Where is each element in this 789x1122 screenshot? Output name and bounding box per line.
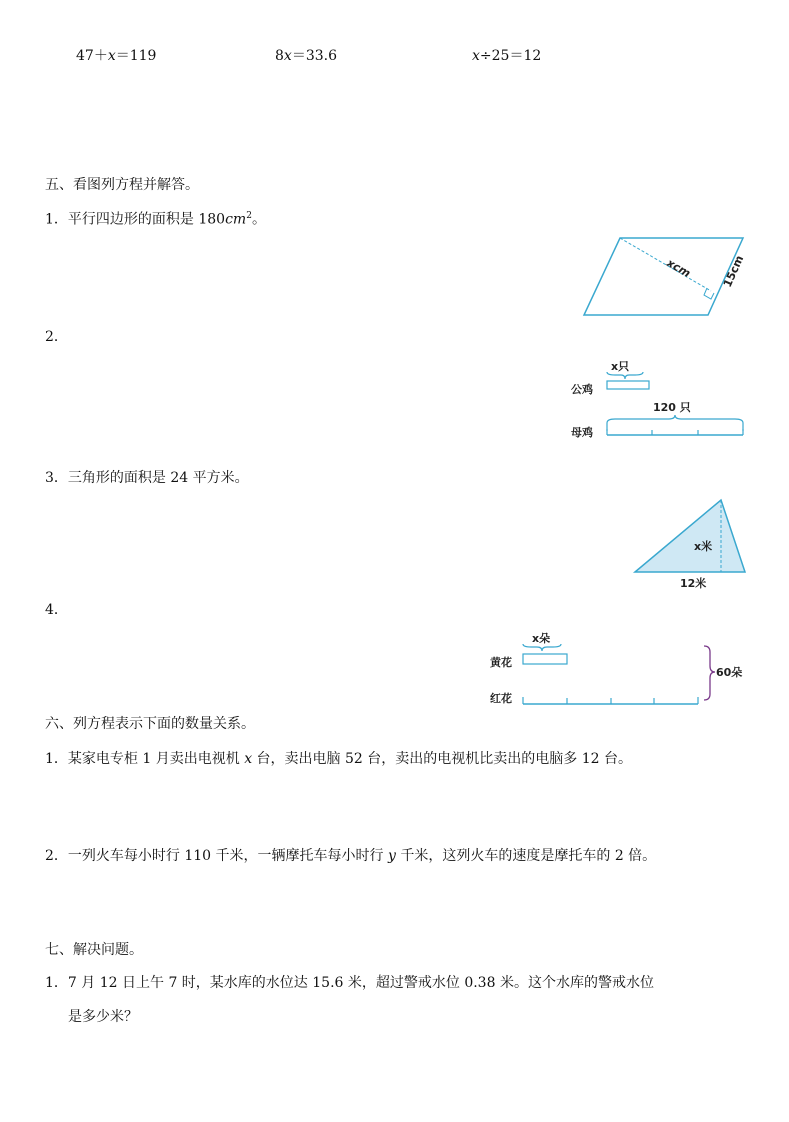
equation-3 — [472, 49, 541, 63]
s6q1-var: x — [244, 751, 253, 767]
section7-heading: 七、解决问题。 — [45, 942, 143, 958]
yellow-flower-label: x朵 — [532, 632, 551, 645]
triangle-base-label: 12米 — [680, 577, 707, 590]
s6q2-number: 2． — [45, 848, 68, 864]
flowers-total-label: 60朵 — [716, 666, 743, 679]
eq1-pre: 47＋ — [76, 48, 108, 64]
section7-q1-line2: 是多少米？ — [68, 1009, 138, 1025]
parallelogram-side-label: 15cm — [720, 253, 747, 290]
section6-q2 — [45, 849, 656, 863]
q1-end: 。 — [251, 211, 266, 228]
parallelogram-figure — [578, 232, 753, 322]
eq3-post: ÷25＝12 — [479, 48, 542, 64]
s6q2-post: 千米，这列火车的速度是摩托车的 2 倍。 — [395, 848, 657, 864]
triangle-height-label: x米 — [694, 540, 713, 553]
triangle-shape — [635, 500, 745, 572]
q3-number: 3． — [45, 470, 68, 486]
s7q1-line1: 7 月 12 日上午 7 时，某水库的水位达 15.6 米，超过警戒水位 0.38 米。这个水库的警戒水位 — [67, 975, 654, 991]
eq1-var: x — [107, 48, 116, 64]
eq3-var: x — [472, 48, 480, 64]
section5-q4: 4． — [45, 602, 68, 618]
s6q1-pre: 某家电专柜 1 月卖出电视机 — [67, 751, 245, 767]
triangle-figure — [630, 494, 755, 592]
s6q2-var: y — [388, 848, 396, 864]
hen-brace — [607, 415, 743, 431]
chickens-figure — [565, 355, 755, 445]
section5-q3 — [45, 471, 249, 485]
yellow-flower-name: 黄花 — [490, 656, 512, 669]
parallelogram-height-label: xcm — [664, 256, 693, 281]
q1-text: 平行四边形的面积是 180 — [67, 211, 226, 228]
s6q2-pre: 一列火车每小时行 110 千米，一辆摩托车每小时行 — [67, 848, 388, 864]
eq2-post: ＝33.6 — [291, 48, 337, 64]
q1-unit: cm — [225, 211, 247, 228]
eq2-pre: 8 — [275, 48, 284, 64]
equation-2 — [275, 49, 337, 63]
rooster-brace — [607, 372, 643, 379]
q1-number: 1． — [45, 211, 68, 228]
s6q1-post: 台，卖出电脑 52 台，卖出的电视机比卖出的电脑多 12 台。 — [252, 751, 632, 767]
s7q1-number: 1． — [45, 975, 68, 991]
section7-q1 — [45, 976, 654, 990]
total-brace — [704, 646, 715, 700]
eq1-post: ＝119 — [115, 48, 157, 64]
q3-text: 三角形的面积是 24 平方米。 — [67, 470, 249, 486]
rooster-label: x只 — [611, 360, 630, 373]
parallelogram-shape — [584, 238, 743, 315]
eq2-var: x — [283, 48, 292, 64]
equation-1 — [76, 49, 156, 63]
yellow-segment — [523, 654, 567, 664]
s6q1-number: 1． — [45, 751, 68, 767]
q1-unit-sup: 2 — [246, 211, 252, 221]
section5-q1 — [45, 212, 266, 227]
flowers-figure — [486, 628, 751, 712]
section6-q1 — [45, 752, 632, 766]
section5-heading: 五、看图列方程并解答。 — [45, 177, 199, 193]
yellow-brace — [523, 644, 561, 651]
section5-q2: 2． — [45, 329, 68, 345]
section6-heading: 六、列方程表示下面的数量关系。 — [45, 716, 255, 732]
red-flower-name: 红花 — [490, 692, 512, 705]
rooster-name: 公鸡 — [571, 383, 593, 396]
hen-total-label: 120 只 — [653, 401, 691, 414]
rooster-segment — [607, 381, 649, 389]
hen-name: 母鸡 — [571, 426, 593, 439]
